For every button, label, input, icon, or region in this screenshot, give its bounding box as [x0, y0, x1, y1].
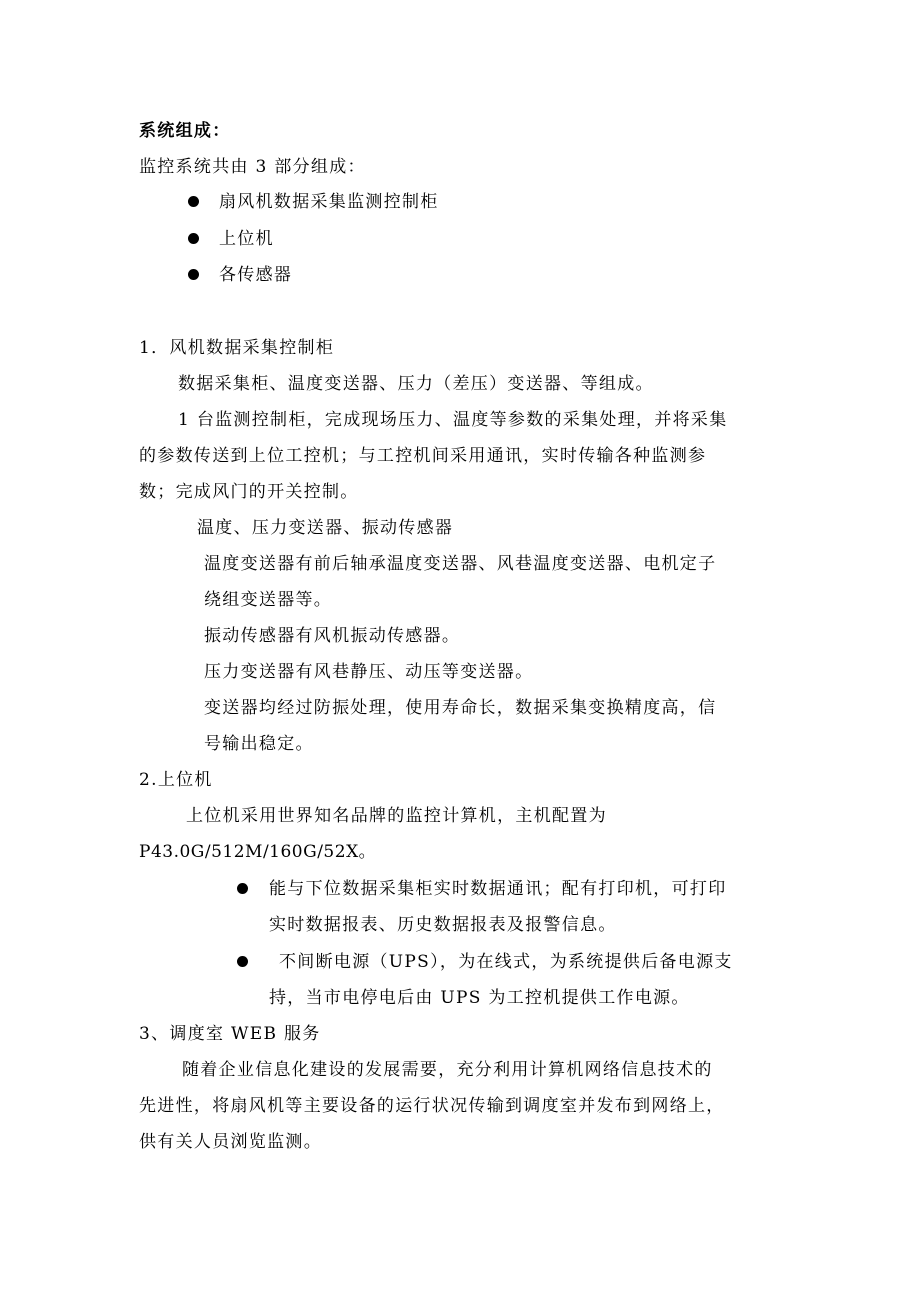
sensor-line: 压力变送器有风巷静压、动压等变送器。: [204, 662, 534, 682]
sensor-line: 振动传感器有风机振动传感器。: [204, 626, 461, 646]
section1-paragraph: 数据采集柜、温度变送器、压力（差压）变送器、等组成。: [178, 374, 654, 394]
sensor-line: 变送器均经过防振处理，使用寿命长，数据采集变换精度高，信: [204, 698, 717, 718]
section2-heading: 2.上位机: [139, 770, 213, 790]
section3-paragraph-line: 随着企业信息化建设的发展需要，充分利用计算机网络信息技术的: [182, 1060, 713, 1080]
section2-bullet-line: 不间断电源（UPS），为在线式，为系统提供后备电源支: [279, 952, 733, 972]
component-item: 扇风机数据采集监测控制柜: [219, 192, 439, 212]
section3-paragraph-line: 先进性，将扇风机等主要设备的运行状况传输到调度室并发布到网络上，: [139, 1096, 725, 1116]
sensor-line: 温度变送器有前后轴承温度变送器、风巷温度变送器、电机定子: [204, 554, 717, 574]
intro-text: 监控系统共由 3 部分组成：: [139, 157, 366, 177]
section2-bullet-line: 持，当市电停电后由 UPS 为工控机提供工作电源。: [269, 988, 690, 1008]
section-title: 系统组成：: [139, 121, 231, 141]
section2-paragraph-line: P43.0G/512M/160G/52X。: [139, 842, 377, 862]
section1-paragraph-line: 的参数传送到上位工控机；与工控机间采用通讯，实时传输各种监测参: [139, 446, 707, 466]
sensor-line: 绕组变送器等。: [204, 590, 333, 610]
bullet-dot-icon: [237, 883, 248, 894]
section1-heading: 1．风机数据采集控制柜: [139, 338, 335, 358]
section3-paragraph-line: 供有关人员浏览监测。: [139, 1132, 322, 1152]
section2-bullet-line: 实时数据报表、历史数据报表及报警信息。: [269, 915, 617, 935]
section1-sub-heading: 温度、压力变送器、振动传感器: [197, 518, 454, 538]
section2-bullet-line: 能与下位数据采集柜实时数据通讯；配有打印机，可打印: [269, 879, 727, 899]
bullet-dot-icon: [188, 269, 199, 280]
component-item: 上位机: [219, 229, 274, 249]
sensor-line: 号输出稳定。: [204, 734, 314, 754]
component-item: 各传感器: [219, 265, 293, 285]
bullet-dot-icon: [237, 956, 248, 967]
section3-heading: 3、调度室 WEB 服务: [139, 1024, 321, 1044]
bullet-dot-icon: [188, 196, 199, 207]
bullet-dot-icon: [188, 233, 199, 244]
section2-paragraph-line: 上位机采用世界知名品牌的监控计算机，主机配置为: [186, 806, 607, 826]
section1-paragraph-line: 数；完成风门的开关控制。: [139, 482, 359, 502]
section1-paragraph-line: 1 台监测控制柜，完成现场压力、温度等参数的采集处理，并将采集: [178, 410, 728, 430]
